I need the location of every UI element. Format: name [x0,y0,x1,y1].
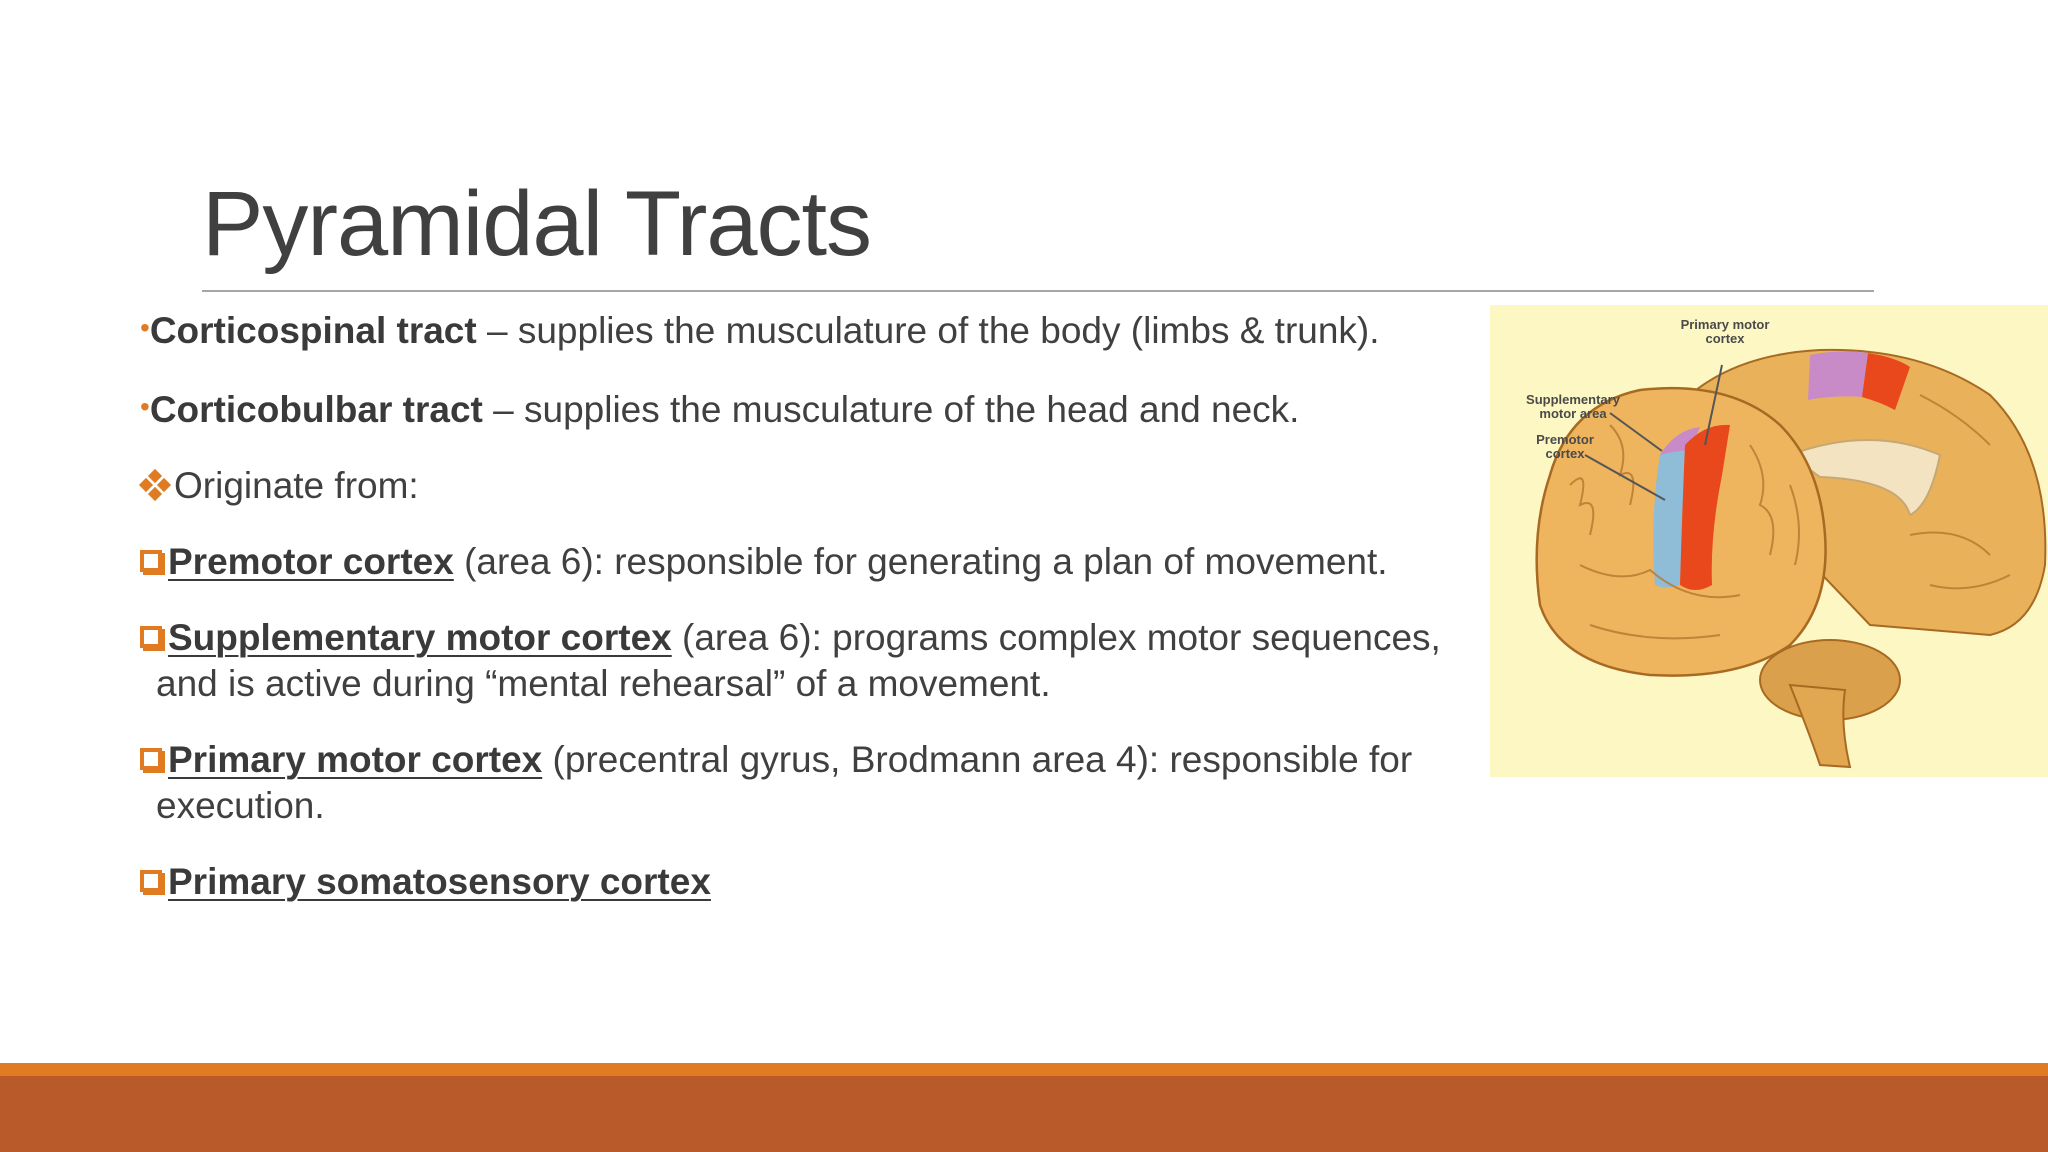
checkbox-bullet-icon [140,870,162,892]
diamond-bullet-icon [140,470,170,500]
dot-bullet-icon: • [140,391,150,422]
slide-title: Pyramidal Tracts [202,173,872,275]
term-somatosensory: Primary somatosensory cortex [168,861,711,902]
bullet-somatosensory [140,859,1500,905]
brain-figure [1490,305,2048,777]
desc-corticospinal: – supplies the musculature of the body (limbs & trunk). [476,310,1380,351]
term-premotor: Premotor cortex [168,541,454,582]
slide-body [140,305,1500,935]
term-primary-motor: Primary motor cortex [168,739,543,780]
label-supplementary-motor-area: Supplementary motor area [1526,392,1620,421]
checkbox-bullet-icon [140,748,162,770]
checkbox-bullet-icon [140,550,162,572]
label-premotor-cortex: Premotor cortex [1536,432,1594,461]
desc-supplementary: (area 6): programs complex motor sequences, [671,617,1441,658]
bullet-primary-motor [140,737,1500,829]
term-supplementary: Supplementary motor cortex [168,617,672,658]
title-divider [202,290,1874,292]
bullet-supplementary [140,615,1500,707]
label-primary-motor: Primary motor cortex [1680,317,1770,346]
bullet-corticobulbar [140,384,1500,433]
term-corticospinal: Corticospinal tract [149,310,477,351]
bullet-originate [140,463,1500,509]
bullet-corticospinal [140,305,1500,354]
desc-supplementary-cont: and is active during “mental rehearsal” of a movement. [156,663,1051,704]
footer-accent-bar [0,1063,2048,1076]
desc-premotor: (area 6): responsible for generating a plan of movement. [453,541,1388,582]
originate-label: Originate from: [174,465,419,506]
bullet-premotor [140,539,1500,585]
brain-illustration [1490,305,2048,777]
desc-primary-motor: (precentral gyrus, Brodmann area 4): responsible for [542,739,1413,780]
term-corticobulbar: Corticobulbar tract [149,389,483,430]
desc-corticobulbar: – supplies the musculature of the head and neck. [482,389,1300,430]
checkbox-bullet-icon [140,626,162,648]
desc-primary-motor-cont: execution. [156,785,325,826]
footer-bar [0,1076,2048,1152]
dot-bullet-icon: • [140,312,150,343]
